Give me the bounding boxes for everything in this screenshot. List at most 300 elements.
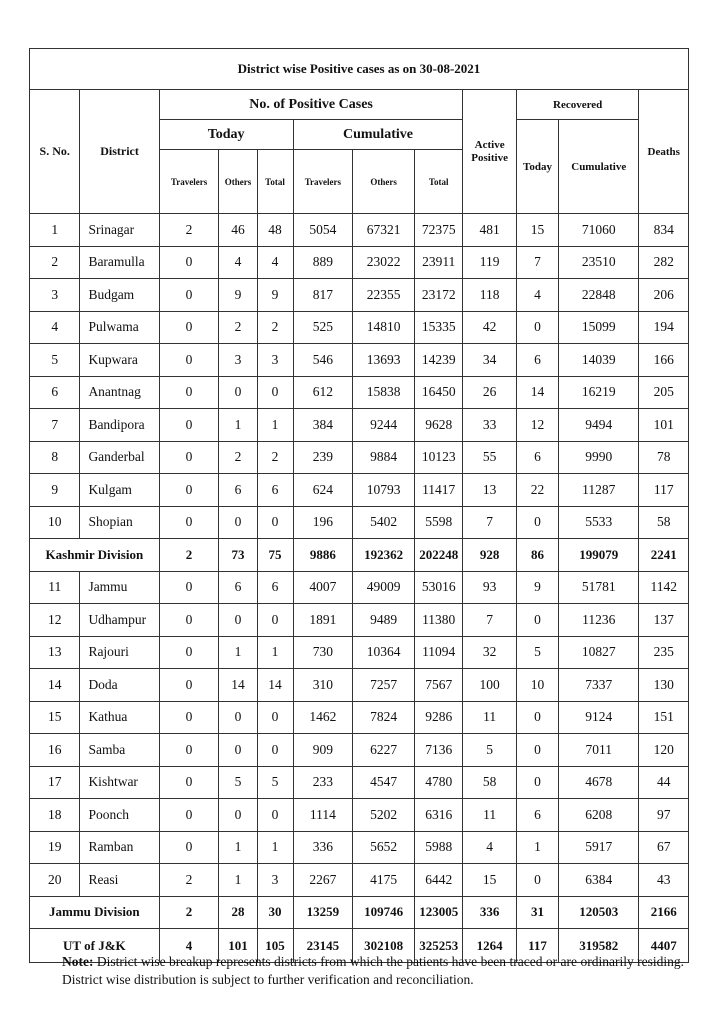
table-cell: 100 bbox=[463, 669, 517, 702]
table-cell: 6 bbox=[516, 799, 558, 832]
header-cum-travelers: Travelers bbox=[293, 150, 353, 214]
table-title: District wise Positive cases as on 30-08-2021 bbox=[30, 49, 689, 90]
table-cell: 624 bbox=[293, 474, 353, 507]
table-cell: 546 bbox=[293, 344, 353, 377]
total-cell: 123005 bbox=[415, 896, 463, 929]
table-cell: 206 bbox=[639, 279, 689, 312]
table-row bbox=[30, 604, 689, 637]
total-cell: 9886 bbox=[293, 539, 353, 572]
table-cell: 10827 bbox=[559, 636, 639, 669]
district-name: Doda bbox=[80, 669, 159, 702]
table-cell: 6227 bbox=[353, 734, 415, 767]
table-cell: 0 bbox=[516, 766, 558, 799]
table-cell: 5 bbox=[257, 766, 293, 799]
table-cell: 72375 bbox=[415, 214, 463, 247]
table-cell: 14239 bbox=[415, 344, 463, 377]
table-row bbox=[30, 474, 689, 507]
table-cell: 7136 bbox=[415, 734, 463, 767]
total-cell: 199079 bbox=[559, 539, 639, 572]
table-cell: 58 bbox=[463, 766, 517, 799]
table-cell: 0 bbox=[159, 766, 219, 799]
table-cell: 5533 bbox=[559, 506, 639, 539]
table-cell: 0 bbox=[219, 734, 257, 767]
table-row bbox=[30, 701, 689, 734]
table-cell: 5 bbox=[219, 766, 257, 799]
table-cell: 384 bbox=[293, 409, 353, 442]
table-cell: 0 bbox=[257, 734, 293, 767]
district-name: Samba bbox=[80, 734, 159, 767]
table-cell: 53016 bbox=[415, 571, 463, 604]
table-row bbox=[30, 311, 689, 344]
table-cell: 0 bbox=[219, 604, 257, 637]
table-cell: 6 bbox=[219, 571, 257, 604]
table-cell: 14 bbox=[516, 376, 558, 409]
table-cell: 48 bbox=[257, 214, 293, 247]
table-cell: 34 bbox=[463, 344, 517, 377]
table-cell: 13 bbox=[30, 636, 80, 669]
header-cum-others: Others bbox=[353, 150, 415, 214]
table-cell: 0 bbox=[159, 636, 219, 669]
table-cell: 7 bbox=[463, 604, 517, 637]
table-cell: 0 bbox=[516, 734, 558, 767]
header-deaths: Deaths bbox=[639, 90, 689, 214]
table-cell: 6 bbox=[257, 571, 293, 604]
table-cell: 239 bbox=[293, 441, 353, 474]
table-cell: 4007 bbox=[293, 571, 353, 604]
table-cell: 1 bbox=[257, 636, 293, 669]
table-cell: 0 bbox=[257, 506, 293, 539]
footnote bbox=[62, 953, 684, 989]
table-cell: 93 bbox=[463, 571, 517, 604]
table-cell: 205 bbox=[639, 376, 689, 409]
table-cell: 18 bbox=[30, 799, 80, 832]
table-cell: 120 bbox=[639, 734, 689, 767]
total-cell: 13259 bbox=[293, 896, 353, 929]
table-cell: 67 bbox=[639, 831, 689, 864]
table-cell: 5 bbox=[463, 734, 517, 767]
table-cell: 4780 bbox=[415, 766, 463, 799]
table-cell: 0 bbox=[159, 441, 219, 474]
table-cell: 22848 bbox=[559, 279, 639, 312]
table-cell: 49009 bbox=[353, 571, 415, 604]
table-cell: 9628 bbox=[415, 409, 463, 442]
table-cell: 196 bbox=[293, 506, 353, 539]
table-cell: 1462 bbox=[293, 701, 353, 734]
table-cell: 834 bbox=[639, 214, 689, 247]
table-row bbox=[30, 376, 689, 409]
table-row bbox=[30, 669, 689, 702]
table-cell: 0 bbox=[516, 604, 558, 637]
district-name: Kupwara bbox=[80, 344, 159, 377]
table-cell: 58 bbox=[639, 506, 689, 539]
table-cell: 7 bbox=[30, 409, 80, 442]
total-cell: 31 bbox=[516, 896, 558, 929]
table-cell: 46 bbox=[219, 214, 257, 247]
report-sheet bbox=[29, 48, 689, 963]
table-cell: 16219 bbox=[559, 376, 639, 409]
header-cumulative: Cumulative bbox=[293, 120, 463, 150]
total-cell: 336 bbox=[463, 896, 517, 929]
table-cell: 23022 bbox=[353, 246, 415, 279]
table-cell: 4 bbox=[516, 279, 558, 312]
table-cell: 13 bbox=[463, 474, 517, 507]
table-cell: 26 bbox=[463, 376, 517, 409]
total-cell: 4407 bbox=[639, 929, 689, 963]
table-cell: 0 bbox=[257, 701, 293, 734]
table-cell: 16 bbox=[30, 734, 80, 767]
table-cell: 44 bbox=[639, 766, 689, 799]
total-cell: 30 bbox=[257, 896, 293, 929]
footnote-label: Note: bbox=[62, 954, 94, 969]
table-cell: 0 bbox=[159, 279, 219, 312]
total-label: Jammu Division bbox=[30, 896, 160, 929]
table-cell: 0 bbox=[516, 311, 558, 344]
table-cell: 10 bbox=[516, 669, 558, 702]
table-cell: 0 bbox=[219, 376, 257, 409]
district-name: Bandipora bbox=[80, 409, 159, 442]
table-cell: 10123 bbox=[415, 441, 463, 474]
jammu-division-total-row bbox=[30, 896, 689, 929]
table-cell: 1 bbox=[516, 831, 558, 864]
header-active-positive: Active Positive bbox=[463, 90, 517, 214]
table-cell: 4 bbox=[463, 831, 517, 864]
table-cell: 14 bbox=[257, 669, 293, 702]
total-cell: 101 bbox=[219, 929, 257, 963]
table-cell: 7 bbox=[516, 246, 558, 279]
table-row bbox=[30, 766, 689, 799]
table-cell: 12 bbox=[30, 604, 80, 637]
table-cell: 33 bbox=[463, 409, 517, 442]
table-row bbox=[30, 864, 689, 897]
district-name: Shopian bbox=[80, 506, 159, 539]
table-cell: 97 bbox=[639, 799, 689, 832]
table-cell: 0 bbox=[159, 376, 219, 409]
table-cell: 15 bbox=[516, 214, 558, 247]
table-cell: 282 bbox=[639, 246, 689, 279]
table-cell: 7824 bbox=[353, 701, 415, 734]
table-cell: 7567 bbox=[415, 669, 463, 702]
total-cell: 202248 bbox=[415, 539, 463, 572]
table-cell: 6 bbox=[219, 474, 257, 507]
total-cell: 928 bbox=[463, 539, 517, 572]
table-cell: 14810 bbox=[353, 311, 415, 344]
table-cell: 166 bbox=[639, 344, 689, 377]
table-cell: 0 bbox=[159, 506, 219, 539]
total-cell: 302108 bbox=[353, 929, 415, 963]
table-cell: 909 bbox=[293, 734, 353, 767]
table-cell: 9 bbox=[257, 279, 293, 312]
table-cell: 0 bbox=[516, 506, 558, 539]
table-cell: 6316 bbox=[415, 799, 463, 832]
district-name: Pulwama bbox=[80, 311, 159, 344]
table-row bbox=[30, 344, 689, 377]
table-cell: 119 bbox=[463, 246, 517, 279]
table-cell: 55 bbox=[463, 441, 517, 474]
total-cell: 192362 bbox=[353, 539, 415, 572]
table-cell: 5598 bbox=[415, 506, 463, 539]
total-cell: 86 bbox=[516, 539, 558, 572]
table-cell: 16450 bbox=[415, 376, 463, 409]
table-cell: 0 bbox=[159, 571, 219, 604]
table-cell: 11 bbox=[463, 701, 517, 734]
district-name: Ganderbal bbox=[80, 441, 159, 474]
total-cell: 28 bbox=[219, 896, 257, 929]
table-cell: 2 bbox=[159, 864, 219, 897]
table-cell: 1 bbox=[219, 636, 257, 669]
table-cell: 481 bbox=[463, 214, 517, 247]
table-cell: 3 bbox=[219, 344, 257, 377]
table-row bbox=[30, 409, 689, 442]
table-cell: 11380 bbox=[415, 604, 463, 637]
district-name: Poonch bbox=[80, 799, 159, 832]
total-cell: 23145 bbox=[293, 929, 353, 963]
table-cell: 11236 bbox=[559, 604, 639, 637]
table-cell: 78 bbox=[639, 441, 689, 474]
table-cell: 71060 bbox=[559, 214, 639, 247]
table-cell: 0 bbox=[159, 669, 219, 702]
header-recovered-cumulative: Cumulative bbox=[559, 120, 639, 214]
table-cell: 11 bbox=[463, 799, 517, 832]
table-cell: 42 bbox=[463, 311, 517, 344]
total-label: Kashmir Division bbox=[30, 539, 160, 572]
table-cell: 6384 bbox=[559, 864, 639, 897]
table-cell: 233 bbox=[293, 766, 353, 799]
table-cell: 137 bbox=[639, 604, 689, 637]
table-cell: 1 bbox=[219, 831, 257, 864]
table-cell: 0 bbox=[516, 864, 558, 897]
table-cell: 0 bbox=[257, 604, 293, 637]
table-cell: 5 bbox=[516, 636, 558, 669]
table-cell: 5917 bbox=[559, 831, 639, 864]
district-name: Rajouri bbox=[80, 636, 159, 669]
table-cell: 0 bbox=[257, 799, 293, 832]
header-district: District bbox=[80, 90, 159, 214]
table-cell: 67321 bbox=[353, 214, 415, 247]
table-cell: 14 bbox=[30, 669, 80, 702]
table-cell: 2 bbox=[219, 311, 257, 344]
table-cell: 9244 bbox=[353, 409, 415, 442]
table-cell: 9884 bbox=[353, 441, 415, 474]
table-cell: 1142 bbox=[639, 571, 689, 604]
table-cell: 8 bbox=[30, 441, 80, 474]
header-recovered-today: Today bbox=[516, 120, 558, 214]
table-row bbox=[30, 831, 689, 864]
table-cell: 6 bbox=[516, 344, 558, 377]
table-cell: 151 bbox=[639, 701, 689, 734]
table-cell: 130 bbox=[639, 669, 689, 702]
table-cell: 730 bbox=[293, 636, 353, 669]
table-cell: 336 bbox=[293, 831, 353, 864]
table-cell: 14039 bbox=[559, 344, 639, 377]
table-cell: 5402 bbox=[353, 506, 415, 539]
header-today: Today bbox=[159, 120, 293, 150]
table-cell: 2 bbox=[159, 214, 219, 247]
table-cell: 6208 bbox=[559, 799, 639, 832]
table-cell: 310 bbox=[293, 669, 353, 702]
district-name: Kathua bbox=[80, 701, 159, 734]
table-cell: 2 bbox=[257, 441, 293, 474]
table-cell: 9124 bbox=[559, 701, 639, 734]
district-name: Baramulla bbox=[80, 246, 159, 279]
table-cell: 2 bbox=[219, 441, 257, 474]
table-row bbox=[30, 734, 689, 767]
table-cell: 32 bbox=[463, 636, 517, 669]
district-name: Kishtwar bbox=[80, 766, 159, 799]
cases-table bbox=[29, 48, 689, 963]
table-cell: 4175 bbox=[353, 864, 415, 897]
kashmir-division-total-row bbox=[30, 539, 689, 572]
table-cell: 2 bbox=[257, 311, 293, 344]
district-name: Ramban bbox=[80, 831, 159, 864]
table-cell: 14 bbox=[219, 669, 257, 702]
table-cell: 194 bbox=[639, 311, 689, 344]
table-cell: 101 bbox=[639, 409, 689, 442]
table-cell: 1 bbox=[219, 864, 257, 897]
table-cell: 0 bbox=[219, 506, 257, 539]
table-cell: 612 bbox=[293, 376, 353, 409]
table-cell: 0 bbox=[159, 344, 219, 377]
table-cell: 11287 bbox=[559, 474, 639, 507]
table-cell: 118 bbox=[463, 279, 517, 312]
table-cell: 13693 bbox=[353, 344, 415, 377]
table-cell: 11094 bbox=[415, 636, 463, 669]
total-cell: 117 bbox=[516, 929, 558, 963]
district-name: Udhampur bbox=[80, 604, 159, 637]
table-cell: 4547 bbox=[353, 766, 415, 799]
table-cell: 4678 bbox=[559, 766, 639, 799]
table-cell: 0 bbox=[159, 311, 219, 344]
footnote-text: District wise breakup represents districts from which the patients have been traced or are ordinarily residing. District wise distribution is subject to further verification and reconciliation. bbox=[62, 954, 684, 987]
total-cell: 2166 bbox=[639, 896, 689, 929]
table-cell: 4 bbox=[30, 311, 80, 344]
table-cell: 23911 bbox=[415, 246, 463, 279]
table-cell: 9489 bbox=[353, 604, 415, 637]
table-cell: 17 bbox=[30, 766, 80, 799]
table-cell: 9990 bbox=[559, 441, 639, 474]
header-positive-cases: No. of Positive Cases bbox=[159, 90, 463, 120]
total-cell: 1264 bbox=[463, 929, 517, 963]
table-cell: 5202 bbox=[353, 799, 415, 832]
table-cell: 1 bbox=[30, 214, 80, 247]
table-cell: 11 bbox=[30, 571, 80, 604]
table-cell: 10 bbox=[30, 506, 80, 539]
table-cell: 9 bbox=[219, 279, 257, 312]
header-today-others: Others bbox=[219, 150, 257, 214]
table-cell: 7257 bbox=[353, 669, 415, 702]
table-cell: 0 bbox=[159, 701, 219, 734]
table-row bbox=[30, 506, 689, 539]
table-cell: 51781 bbox=[559, 571, 639, 604]
table-cell: 9494 bbox=[559, 409, 639, 442]
table-cell: 3 bbox=[30, 279, 80, 312]
table-cell: 889 bbox=[293, 246, 353, 279]
table-cell: 10793 bbox=[353, 474, 415, 507]
table-cell: 2 bbox=[30, 246, 80, 279]
table-cell: 7337 bbox=[559, 669, 639, 702]
table-cell: 1891 bbox=[293, 604, 353, 637]
header-recovered: Recovered bbox=[516, 90, 639, 120]
table-cell: 4 bbox=[219, 246, 257, 279]
table-row bbox=[30, 441, 689, 474]
table-cell: 22355 bbox=[353, 279, 415, 312]
table-cell: 9286 bbox=[415, 701, 463, 734]
total-cell: 120503 bbox=[559, 896, 639, 929]
table-cell: 817 bbox=[293, 279, 353, 312]
total-cell: 75 bbox=[257, 539, 293, 572]
table-row bbox=[30, 571, 689, 604]
table-row bbox=[30, 214, 689, 247]
table-cell: 3 bbox=[257, 344, 293, 377]
table-cell: 6 bbox=[257, 474, 293, 507]
table-cell: 1 bbox=[219, 409, 257, 442]
header-cum-total: Total bbox=[415, 150, 463, 214]
table-cell: 4 bbox=[257, 246, 293, 279]
table-cell: 0 bbox=[159, 474, 219, 507]
table-cell: 15335 bbox=[415, 311, 463, 344]
table-cell: 1114 bbox=[293, 799, 353, 832]
table-cell: 235 bbox=[639, 636, 689, 669]
table-cell: 20 bbox=[30, 864, 80, 897]
header-sno: S. No. bbox=[30, 90, 80, 214]
table-cell: 6 bbox=[516, 441, 558, 474]
table-cell: 0 bbox=[219, 701, 257, 734]
table-cell: 6 bbox=[30, 376, 80, 409]
table-cell: 11417 bbox=[415, 474, 463, 507]
table-cell: 117 bbox=[639, 474, 689, 507]
total-cell: 2 bbox=[159, 896, 219, 929]
table-cell: 0 bbox=[159, 604, 219, 637]
table-cell: 5988 bbox=[415, 831, 463, 864]
table-cell: 15838 bbox=[353, 376, 415, 409]
table-cell: 23510 bbox=[559, 246, 639, 279]
table-cell: 0 bbox=[159, 734, 219, 767]
table-cell: 0 bbox=[516, 701, 558, 734]
table-cell: 7011 bbox=[559, 734, 639, 767]
table-cell: 0 bbox=[257, 376, 293, 409]
table-cell: 22 bbox=[516, 474, 558, 507]
district-name: Anantnag bbox=[80, 376, 159, 409]
table-cell: 0 bbox=[159, 409, 219, 442]
district-name: Budgam bbox=[80, 279, 159, 312]
table-cell: 15 bbox=[463, 864, 517, 897]
table-cell: 5 bbox=[30, 344, 80, 377]
table-cell: 0 bbox=[159, 246, 219, 279]
table-cell: 1 bbox=[257, 831, 293, 864]
table-cell: 525 bbox=[293, 311, 353, 344]
table-row bbox=[30, 636, 689, 669]
table-cell: 10364 bbox=[353, 636, 415, 669]
table-cell: 7 bbox=[463, 506, 517, 539]
table-cell: 5652 bbox=[353, 831, 415, 864]
total-cell: 319582 bbox=[559, 929, 639, 963]
total-cell: 4 bbox=[159, 929, 219, 963]
table-cell: 9 bbox=[30, 474, 80, 507]
table-cell: 6442 bbox=[415, 864, 463, 897]
table-cell: 1 bbox=[257, 409, 293, 442]
district-name: Srinagar bbox=[80, 214, 159, 247]
total-cell: 105 bbox=[257, 929, 293, 963]
table-cell: 0 bbox=[219, 799, 257, 832]
table-cell: 3 bbox=[257, 864, 293, 897]
total-cell: 73 bbox=[219, 539, 257, 572]
table-cell: 0 bbox=[159, 799, 219, 832]
district-name: Jammu bbox=[80, 571, 159, 604]
total-cell: 2 bbox=[159, 539, 219, 572]
district-name: Reasi bbox=[80, 864, 159, 897]
district-name: Kulgam bbox=[80, 474, 159, 507]
table-cell: 2267 bbox=[293, 864, 353, 897]
table-row bbox=[30, 246, 689, 279]
